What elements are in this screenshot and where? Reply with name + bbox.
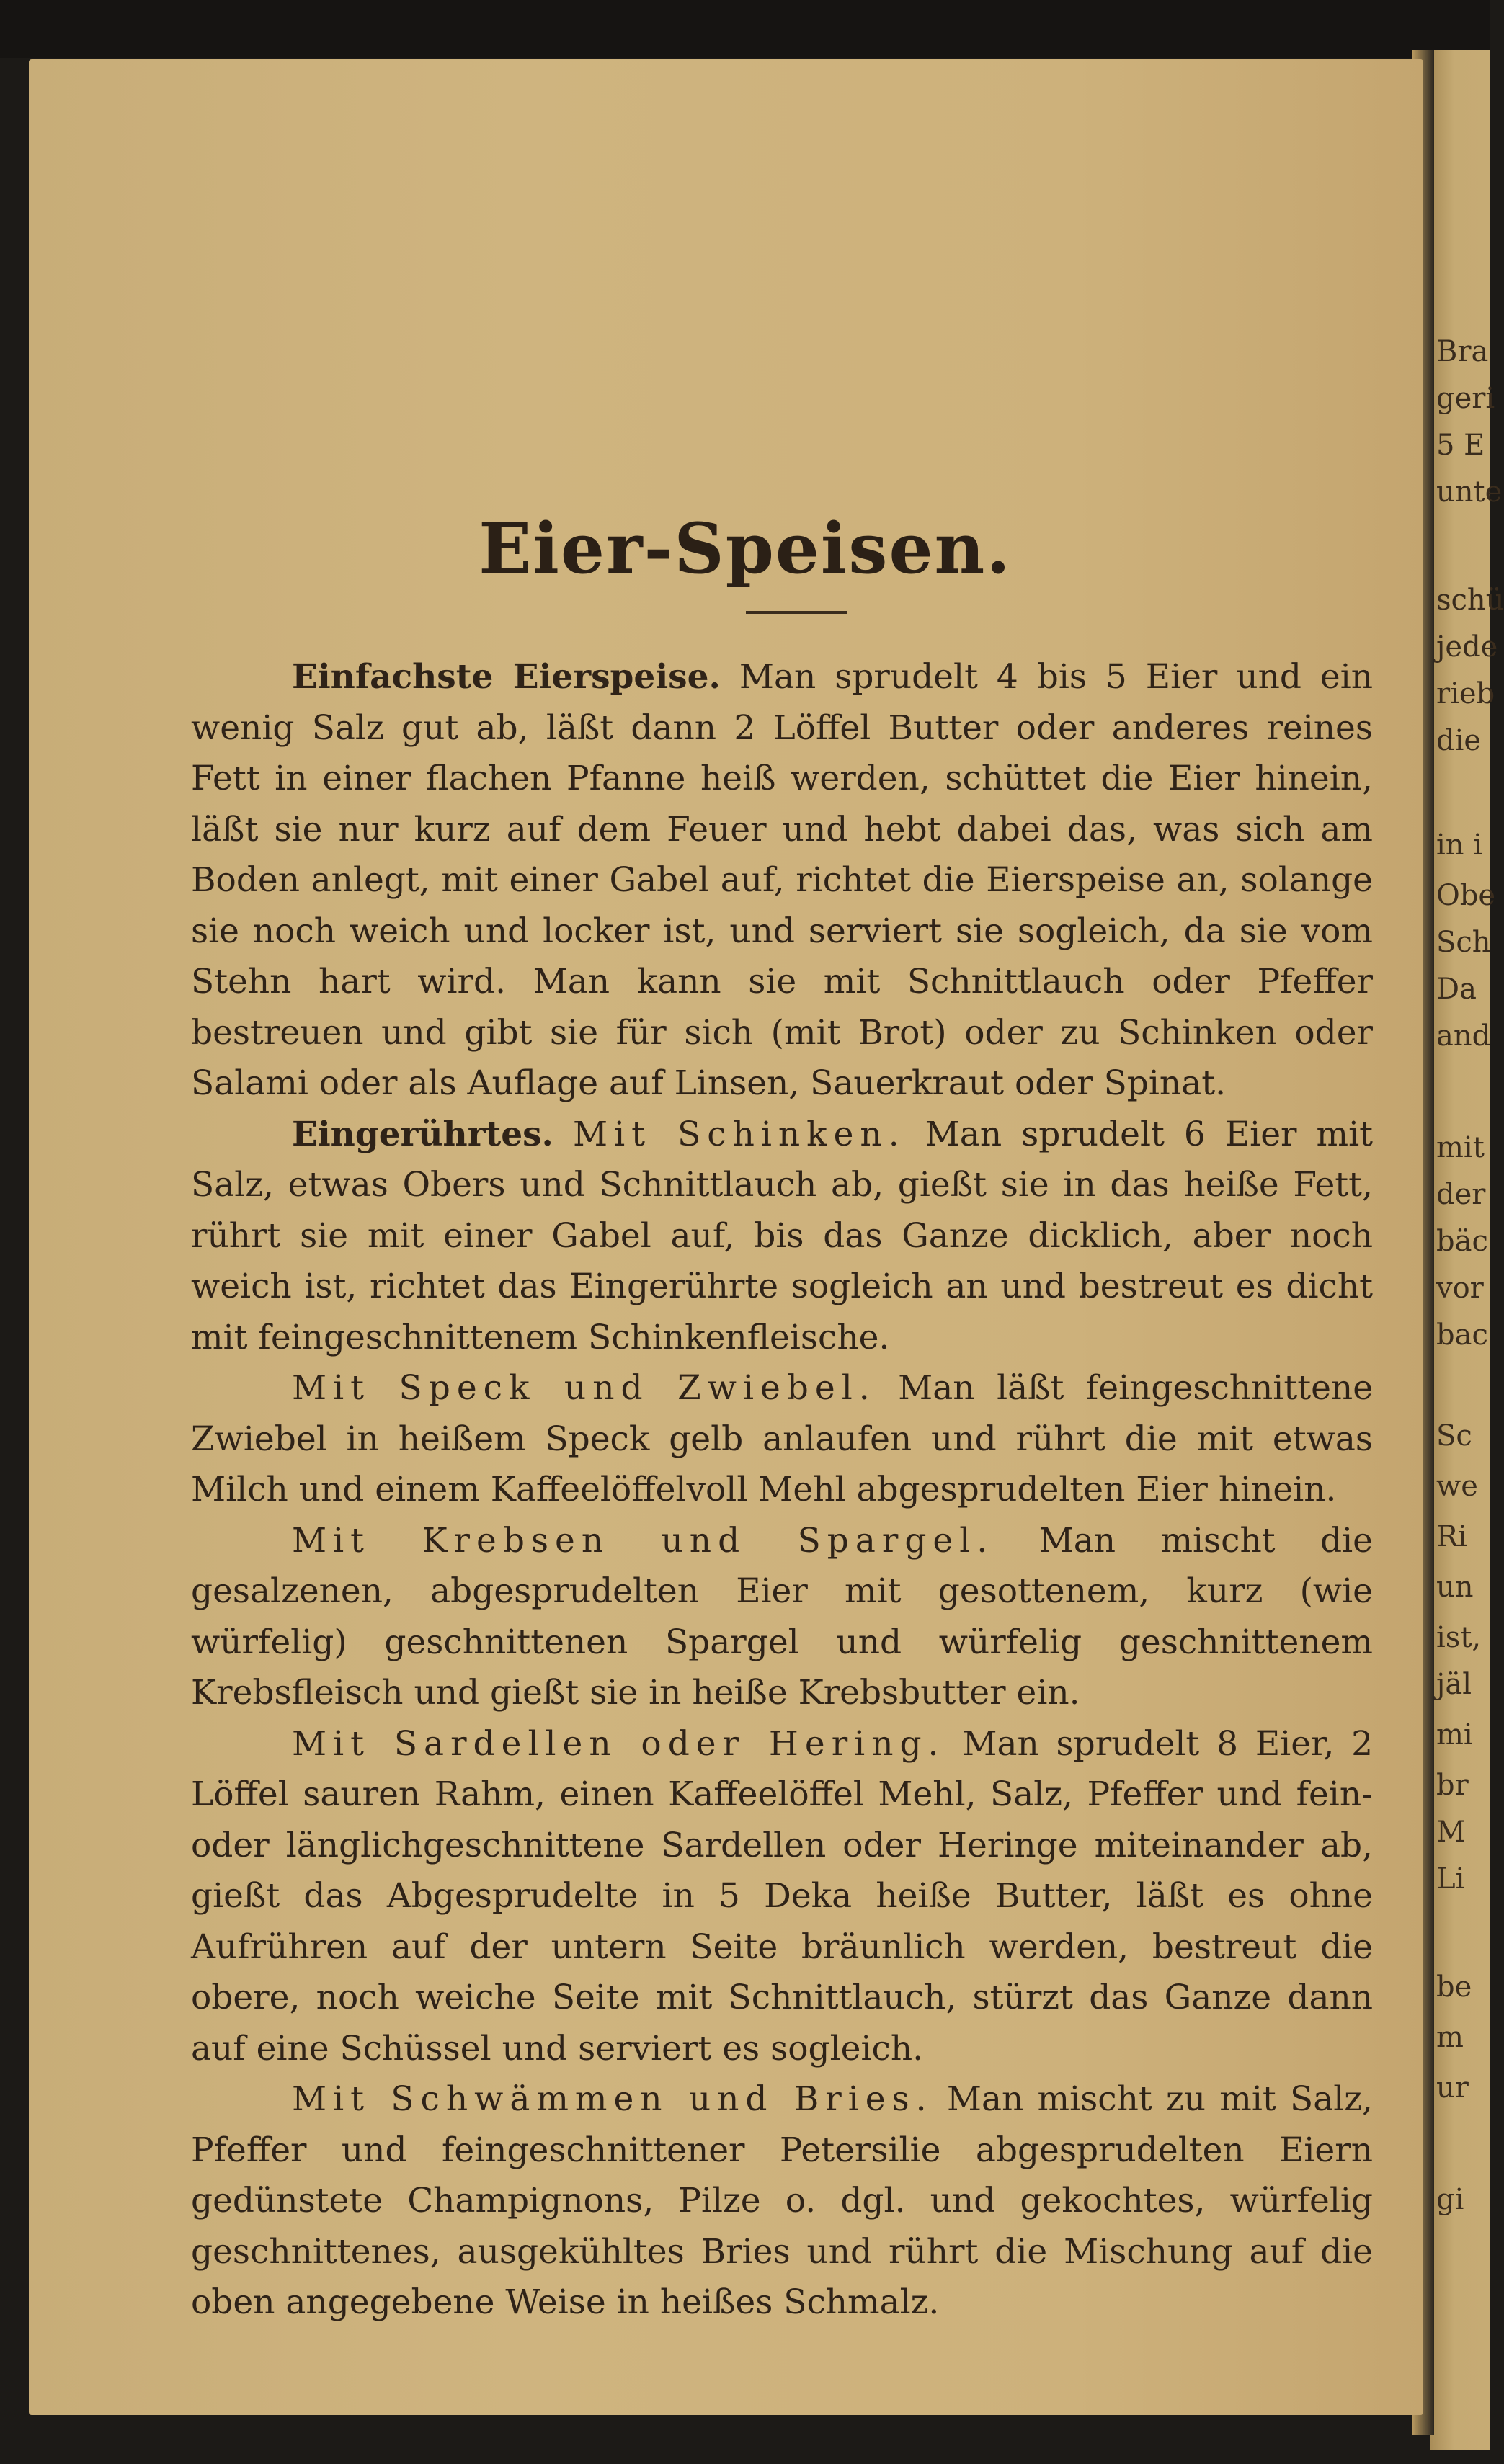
- adjacent-page-text: gi: [1436, 2183, 1464, 2216]
- recipe-body: Man sprudelt 8 Eier, 2 Löffel sauren Rahm, einen Kaffeelöffel Mehl, Salz, Pfeffer und fein- oder länglichgeschnittene Sardellen oder Heringe miteinander ab, gießt das Abgesprudelte in 5 Deka heiße Butter, läßt es ohne Aufrühren auf der untern Seite bräunlich werden, bestreut die obere, noch weiche Seite mit Schnittlauch, stürzt das Ganze dann auf eine Schüssel und serviert es sogleich.: [191, 1723, 1373, 2068]
- recipe-paragraph: [191, 2074, 1373, 2329]
- adjacent-page-text: Li: [1436, 1862, 1465, 1896]
- adjacent-page-text: and: [1436, 1019, 1491, 1053]
- recipe-variant: Mit Sardellen oder Hering.: [292, 1723, 945, 1764]
- adjacent-page-text: bäc: [1436, 1225, 1488, 1258]
- adjacent-page-text: geri: [1436, 382, 1495, 415]
- recipe-body: Man sprudelt 6 Eier mit Salz, etwas Obers und Schnittlauch ab, gießt sie in das heiße Fett, rührt sie mit einer Gabel auf, bis das Ganze dicklich, aber noch weich ist, richtet das Eingerührte sogleich an und bestreut es dicht mit feingeschnittenem Schinkenfleische.: [191, 1114, 1373, 1357]
- recipe-paragraph: [191, 1363, 1373, 1516]
- recipe-variant: Mit Schinken.: [572, 1114, 906, 1154]
- adjacent-page-text: unte: [1436, 476, 1503, 509]
- adjacent-page-text: Bra: [1436, 335, 1489, 368]
- adjacent-page-text: Obe: [1436, 879, 1496, 912]
- recipe-paragraph: [191, 652, 1373, 1110]
- adjacent-page-text: br: [1436, 1769, 1469, 1802]
- adjacent-page-text: mi: [1436, 1718, 1473, 1751]
- adjacent-page-text: un: [1436, 1571, 1474, 1604]
- adjacent-page-text: Da: [1436, 973, 1477, 1006]
- recipe-paragraph: [191, 1719, 1373, 2075]
- recipe-body: Man sprudelt 4 bis 5 Eier und ein wenig Salz gut ab, läßt dann 2 Löffel Butter oder anderes reines Fett in einer flachen Pfanne heiß werden, schüttet die Eier hinein, läßt sie nur kurz auf dem Feuer und hebt dabei das, was sich am Boden anlegt, mit einer Gabel auf, richtet die Eierspeise an, solange sie noch weich und locker ist, und serviert sie sogleich, da sie vom Stehn hart wird. Man kann sie mit Schnittlauch oder Pfeffer bestreuen und gibt sie für sich (mit Brot) oder zu Schinken oder Salami oder als Auflage auf Linsen, Sauerkraut oder Spinat.: [191, 657, 1373, 1103]
- adjacent-page-text: jäl: [1436, 1668, 1472, 1701]
- title-rule: [746, 611, 847, 614]
- adjacent-page-text: Sch: [1436, 926, 1491, 959]
- adjacent-page-text: in i: [1436, 829, 1483, 862]
- adjacent-page-text: der: [1436, 1178, 1486, 1211]
- recipe-heading: Einfachste Eierspeise.: [292, 657, 721, 697]
- recipe-body: Man mischt die gesalzenen, abgesprudelten Eier mit gesottenem, kurz (wie würfelig) geschnittenen Spargel und würfelig geschnittenem Krebsfleisch und gießt sie in heiße Krebsbutter ein.: [191, 1520, 1373, 1713]
- adjacent-page-text: jede: [1436, 630, 1498, 664]
- recipe-heading: Eingerührtes.: [292, 1114, 553, 1154]
- adjacent-page-text: 5 E: [1436, 429, 1485, 462]
- adjacent-page-text: mit: [1436, 1131, 1485, 1164]
- recipe-variant: Mit Schwämmen und Bries.: [292, 2079, 933, 2119]
- adjacent-page-text: ist,: [1436, 1621, 1482, 1654]
- adjacent-page-text: m: [1436, 2021, 1464, 2054]
- recipe-variant: Mit Speck und Zwiebel.: [292, 1368, 876, 1408]
- adjacent-page-text: ur: [1436, 2071, 1469, 2104]
- recipe-paragraph: [191, 1516, 1373, 1719]
- adjacent-page-text: bac: [1436, 1318, 1488, 1352]
- adjacent-page-text: schü: [1436, 584, 1504, 617]
- adjacent-page-text: we: [1436, 1470, 1478, 1503]
- adjacent-page-text: rieb: [1436, 677, 1495, 710]
- recipe-body: Man läßt feingeschnittene Zwiebel in heißem Speck gelb anlaufen und rührt die mit etwas Milch und einem Kaffeelöffelvoll Mehl abgesprudelten Eier hinein.: [191, 1368, 1374, 1509]
- recipe-variant: Mit Krebsen und Spargel.: [292, 1520, 994, 1561]
- recipe-text: [191, 652, 1373, 2329]
- adjacent-page-text: be: [1436, 1970, 1472, 2004]
- scanner-background: [0, 0, 1490, 58]
- adjacent-page-text: Sc: [1436, 1419, 1472, 1452]
- page-title: Eier-Speisen.: [479, 508, 1012, 589]
- adjacent-page-text: Ri: [1436, 1520, 1467, 1553]
- adjacent-page-text: die: [1436, 724, 1482, 757]
- adjacent-page-text: vor: [1436, 1272, 1484, 1305]
- recipe-paragraph: [191, 1110, 1373, 1364]
- recipe-body: Man mischt zu mit Salz, Pfeffer und feingeschnittener Petersilie abgesprudelten Eiern gedünstete Champignons, Pilze o. dgl. und gekochtes, würfelig geschnittenes, ausgekühltes Bries und rührt die Mischung auf die oben angegebene Weise in heißes Schmalz.: [191, 2079, 1373, 2322]
- adjacent-page-text: M: [1436, 1816, 1466, 1849]
- adjacent-page: [1430, 50, 1504, 2450]
